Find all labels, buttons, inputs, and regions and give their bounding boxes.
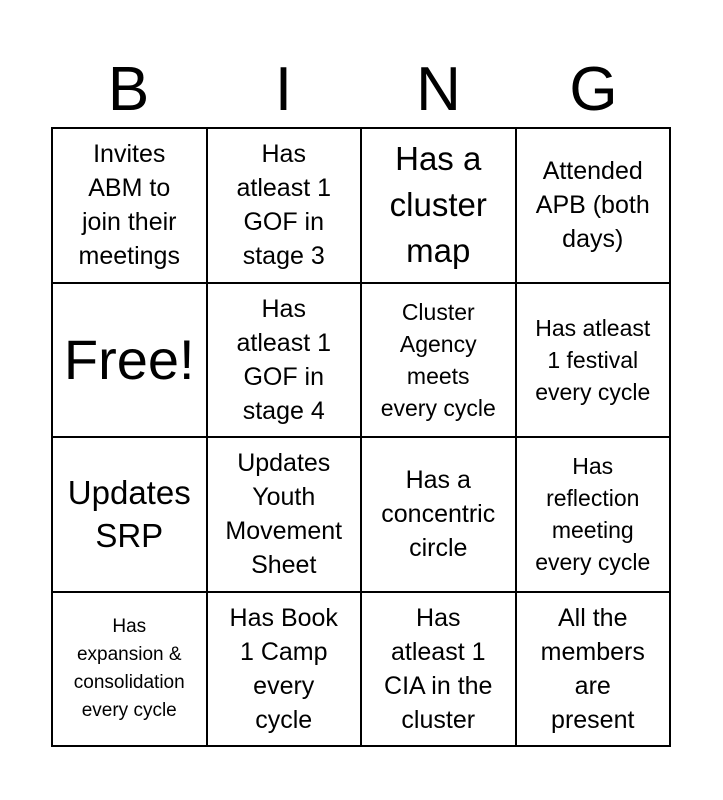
bingo-cell-r1c4[interactable]: Attended APB (both days) <box>516 128 671 283</box>
bingo-header <box>51 52 671 128</box>
bingo-cell-r1c3[interactable]: Has a cluster map <box>361 128 516 283</box>
bingo-cell-r3c3[interactable]: Has a concentric circle <box>361 437 516 592</box>
bingo-cell-r2c3[interactable]: Cluster Agency meets every cycle <box>361 283 516 438</box>
header-letter-n: N <box>416 55 461 124</box>
bingo-cell-r4c2[interactable]: Has Book 1 Camp every cycle <box>207 592 362 747</box>
bingo-cell-r4c1[interactable]: Has expansion & consolidation every cycle <box>52 592 207 747</box>
bingo-cell-r4c3[interactable]: Has atleast 1 CIA in the cluster <box>361 592 516 747</box>
header-letter-b: B <box>107 55 150 124</box>
bingo-cell-r3c1[interactable]: Updates SRP <box>52 437 207 592</box>
bingo-cell-r4c4[interactable]: All the members are present <box>516 592 671 747</box>
bingo-cell-r1c2[interactable]: Has atleast 1 GOF in stage 3 <box>207 128 362 283</box>
bingo-cell-r1c1[interactable]: Invites ABM to join their meetings <box>52 128 207 283</box>
bingo-cell-r3c4[interactable]: Has reflection meeting every cycle <box>516 437 671 592</box>
bingo-card-grid <box>51 127 671 747</box>
header-letter-g: G <box>569 55 618 124</box>
bingo-cell-r3c2[interactable]: Updates Youth Movement Sheet <box>207 437 362 592</box>
bingo-cell-r2c4[interactable]: Has atleast 1 festival every cycle <box>516 283 671 438</box>
bingo-cell-free[interactable]: Free! <box>52 283 207 438</box>
header-letter-i: I <box>274 55 293 124</box>
bingo-cell-r2c2[interactable]: Has atleast 1 GOF in stage 4 <box>207 283 362 438</box>
